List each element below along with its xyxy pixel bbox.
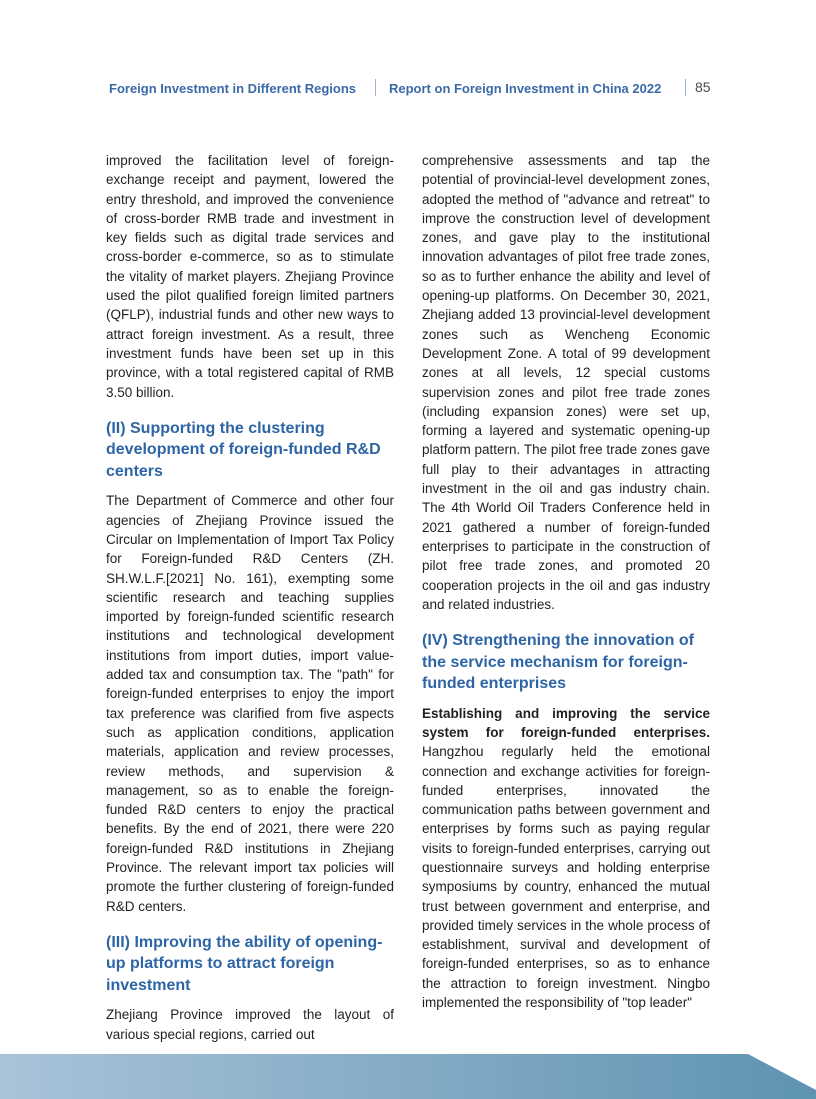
section-heading: (IV) Strengthening the innovation of the service mechanism for foreign-funded enterprises xyxy=(422,632,694,693)
report-title: Report on Foreign Investment in China 2022 xyxy=(389,81,662,96)
body-paragraph: Zhejiang Province improved the layout of various special regions, carried out xyxy=(106,1007,394,1042)
paragraph-lead: Establishing and improving the service system for foreign-funded enterprises. xyxy=(422,705,710,740)
running-header xyxy=(0,78,816,100)
paragraph-body: Hangzhou regularly held the emotional connection and exchange activities for foreign-funded enterprises, innovated the communication paths between government and enterprises by forms such as paying regular visits to foreign-funded enterprises, carrying out questionnaire surveys and holding enterprise symposiums by country, enhanced the mutual trust between government and enterprise, and provided timely services in the whole process of establishment, survival and development of foreign-funded enterprises, so as to enhance the attraction to foreign investment. Ningbo implemented the responsibility of "top leader" xyxy=(422,744,710,1011)
body-paragraph xyxy=(422,704,710,1013)
section-title: Foreign Investment in Different Regions xyxy=(109,81,357,96)
left-column xyxy=(106,151,394,1044)
section-heading: (II) Supporting the clustering development of foreign-funded R&D centers xyxy=(106,419,381,480)
right-column xyxy=(422,151,710,1012)
body-paragraph: improved the facilitation level of foreign-exchange receipt and payment, lowered the entry threshold, and improved the convenience of cross-border RMB trade and investment in key fields such as digital trade services and cross-border e-commerce, so as to stimulate the vitality of market players. Zhejiang Province used the pilot qualified foreign limited partners (QFLP), industrial funds and other new ways to attract foreign investment. As a result, three investment funds have been set up in this province, with a total registered capital of RMB 3.50 billion. xyxy=(106,153,394,400)
header-divider xyxy=(685,79,686,96)
header-divider xyxy=(375,79,376,96)
section-heading: (III) Improving the ability of opening-up platforms to attract foreign investment xyxy=(106,933,383,994)
body-paragraph: comprehensive assessments and tap the potential of provincial-level development zones, adopted the method of "advance and retreat" to improve the construction level of development zones, and gave play to the institutional innovation advantages of pilot free trade zones, so as to further enhance the ability and level of opening-up platforms. On December 30, 2021, Zhejiang added 13 provincial-level development zones such as Wencheng Economic Development Zone. A total of 99 development zones at all levels, 12 special customs supervision zones and pilot free trade zones (including expansion zones) were set up, forming a layered and systematic opening-up platform pattern. The pilot free trade zones gave full play to their advantages in attracting investment in the oil and gas industry chain. The 4th World Oil Traders Conference held in 2021 gathered a number of foreign-funded enterprises to participate in the construction of pilot free trade zones, and promoted 20 cooperation projects in the oil and gas industry and related industries. xyxy=(422,153,710,612)
page-number: 85 xyxy=(695,79,711,95)
footer-band xyxy=(0,1054,816,1099)
body-paragraph: The Department of Commerce and other four agencies of Zhejiang Province issued the Circular on Implementation of Import Tax Policy for Foreign-funded R&D Centers (ZH. SH.W.L.F.[2021] No. 161), exempting some scientific research and teaching supplies imported by foreign-funded scientific research institutions and technological development institutions from import duties, import value-added tax and consumption tax. The "path" for foreign-funded enterprises to enjoy the import tax preference was clarified from five aspects such as application conditions, application materials, application and review processes, review methods, and supervision & management, so as to enable the foreign-funded R&D centers to enjoy the practical benefits. By the end of 2021, there were 220 foreign-funded R&D institutions in Zhejiang Province. The relevant import tax policies will promote the further clustering of foreign-funded R&D centers. xyxy=(106,493,394,914)
